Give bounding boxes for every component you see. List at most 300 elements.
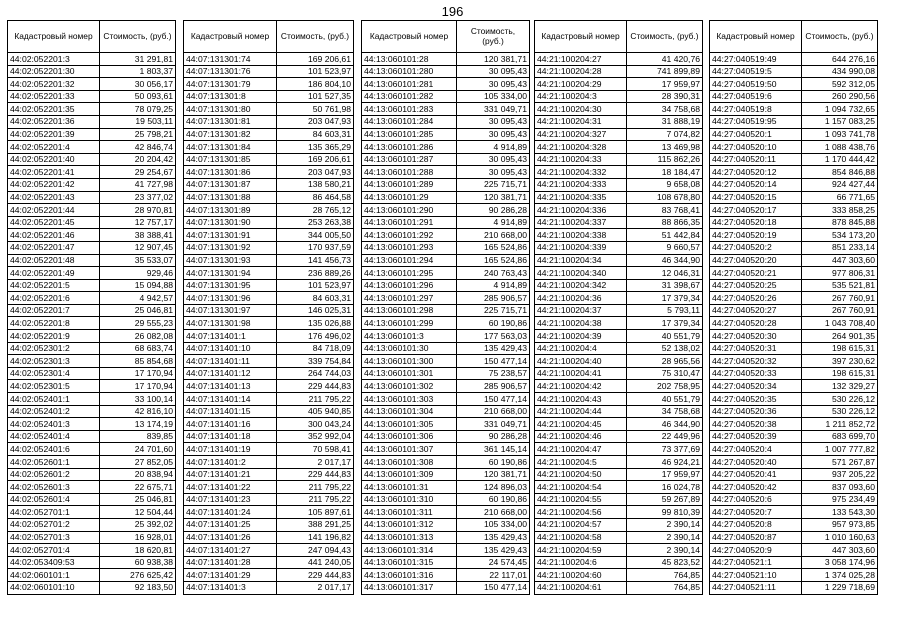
cadastral-number-cell: 44:21:100204:336 [535, 204, 627, 217]
table-row [710, 90, 878, 103]
cost-cell: 150 477,14 [457, 355, 530, 368]
cadastral-number-cell: 44:21:100204:335 [535, 191, 627, 204]
cadastral-number-cell: 44:21:100204:55 [535, 493, 627, 506]
cadastral-number-cell: 44:07:131401:3 [184, 581, 277, 594]
table-row [710, 330, 878, 343]
cadastral-number-cell: 44:07:131401:28 [184, 556, 277, 569]
table-row [8, 141, 176, 154]
cost-cell: 28 390,31 [627, 90, 703, 103]
cost-cell: 764,85 [627, 569, 703, 582]
table-row [535, 468, 703, 481]
cadastral-number-cell: 44:02:052701:3 [8, 531, 100, 544]
table-row [8, 90, 176, 103]
cost-cell: 26 082,08 [100, 330, 176, 343]
header-cost: Стоимость, (руб.) [802, 21, 878, 53]
cadastral-number-cell: 44:13:060101:30 [362, 342, 457, 355]
table-row [8, 430, 176, 443]
cost-cell: 105 334,00 [457, 518, 530, 531]
table-row [535, 342, 703, 355]
cadastral-number-cell: 44:07:131301:93 [184, 254, 277, 267]
cost-cell: 30 095,43 [457, 78, 530, 91]
table-row [362, 166, 530, 179]
cost-cell: 60 938,38 [100, 556, 176, 569]
table-row [184, 178, 354, 191]
cost-cell: 331 049,71 [457, 418, 530, 431]
cost-cell: 957 973,85 [802, 518, 878, 531]
cost-cell: 33 100,14 [100, 393, 176, 406]
table-row [184, 393, 354, 406]
cadastral-number-cell: 44:13:060101:307 [362, 443, 457, 456]
table-row [184, 191, 354, 204]
cost-cell: 25 392,02 [100, 518, 176, 531]
cost-cell: 24 574,45 [457, 556, 530, 569]
cadastral-number-cell: 44:13:060101:309 [362, 468, 457, 481]
cost-cell: 105 897,61 [277, 506, 354, 519]
cost-cell: 169 206,61 [277, 153, 354, 166]
table-row [710, 581, 878, 594]
cost-cell: 50 761,98 [277, 103, 354, 116]
cadastral-number-cell: 44:27:040520:9 [710, 544, 802, 557]
cost-cell: 2 017,17 [277, 581, 354, 594]
cost-cell: 203 047,93 [277, 166, 354, 179]
table-row [710, 518, 878, 531]
cadastral-number-cell: 44:07:131301:88 [184, 191, 277, 204]
cadastral-number-cell: 44:07:131301:86 [184, 166, 277, 179]
cadastral-number-cell: 44:07:131401:26 [184, 531, 277, 544]
cadastral-number-cell: 44:21:100204:3 [535, 90, 627, 103]
cadastral-number-cell: 44:02:052201:36 [8, 115, 100, 128]
table-row [8, 393, 176, 406]
cadastral-number-cell: 44:27:040519:8 [710, 103, 802, 116]
cadastral-number-cell: 44:07:131401:13 [184, 380, 277, 393]
table-row [535, 531, 703, 544]
header-cadastral-number: Кадастровый номер [362, 21, 457, 53]
cost-cell: 50 093,61 [100, 90, 176, 103]
cost-cell: 60 190,86 [457, 317, 530, 330]
cost-cell: 9 660,57 [627, 241, 703, 254]
cost-cell: 41 727,98 [100, 178, 176, 191]
table-row [710, 216, 878, 229]
cost-cell: 29 555,23 [100, 317, 176, 330]
cost-cell: 1 010 160,63 [802, 531, 878, 544]
cost-cell: 240 763,43 [457, 267, 530, 280]
table-row [535, 178, 703, 191]
cadastral-number-cell: 44:02:052301:3 [8, 355, 100, 368]
cadastral-number-cell: 44:02:052401:1 [8, 393, 100, 406]
cadastral-number-cell: 44:27:040520:15 [710, 191, 802, 204]
cost-cell: 124 896,03 [457, 481, 530, 494]
table-row [535, 204, 703, 217]
cadastral-number-cell: 44:07:131301:76 [184, 65, 277, 78]
cadastral-table-2 [183, 20, 354, 595]
cost-cell: 59 267,89 [627, 493, 703, 506]
table-row [362, 53, 530, 66]
table-row [710, 443, 878, 456]
cadastral-number-cell: 44:27:040521:10 [710, 569, 802, 582]
cost-cell: 176 496,02 [277, 330, 354, 343]
cost-cell: 46 924,21 [627, 456, 703, 469]
cadastral-number-cell: 44:27:040519:95 [710, 115, 802, 128]
cost-cell: 18 620,81 [100, 544, 176, 557]
cadastral-number-cell: 44:21:100204:27 [535, 53, 627, 66]
table-row [362, 317, 530, 330]
cadastral-number-cell: 44:21:100204:33 [535, 153, 627, 166]
table-row [710, 367, 878, 380]
cost-cell: 60 190,86 [457, 456, 530, 469]
cadastral-number-cell: 44:02:052201:47 [8, 241, 100, 254]
cost-cell: 132 329,27 [802, 380, 878, 393]
cadastral-number-cell: 44:27:040520:38 [710, 418, 802, 431]
table-row [362, 531, 530, 544]
cadastral-number-cell: 44:13:060101:29 [362, 191, 457, 204]
table-row [184, 468, 354, 481]
cadastral-number-cell: 44:21:100204:38 [535, 317, 627, 330]
header-cost: Стоимость, (руб.) [627, 21, 703, 53]
cadastral-number-cell: 44:13:060101:315 [362, 556, 457, 569]
cadastral-number-cell: 44:02:052201:3 [8, 53, 100, 66]
cadastral-number-cell: 44:02:052201:45 [8, 216, 100, 229]
header-cadastral-number: Кадастровый номер [710, 21, 802, 53]
cost-cell: 434 990,08 [802, 65, 878, 78]
cost-cell: 1 157 083,25 [802, 115, 878, 128]
cost-cell: 16 024,78 [627, 481, 703, 494]
table-row [535, 279, 703, 292]
cost-cell: 441 240,05 [277, 556, 354, 569]
cadastral-number-cell: 44:13:060101:312 [362, 518, 457, 531]
table-row [710, 544, 878, 557]
cadastral-table-4 [534, 20, 703, 595]
table-row [8, 204, 176, 217]
table-row [184, 456, 354, 469]
cadastral-number-cell: 44:13:060101:281 [362, 78, 457, 91]
cost-cell: 253 263,38 [277, 216, 354, 229]
cadastral-number-cell: 44:21:100204:34 [535, 254, 627, 267]
cost-cell: 18 184,47 [627, 166, 703, 179]
cost-cell: 13 174,19 [100, 418, 176, 431]
table-row [8, 581, 176, 594]
cost-cell: 447 303,60 [802, 254, 878, 267]
cadastral-number-cell: 44:27:040520:10 [710, 141, 802, 154]
cadastral-number-cell: 44:13:060101:306 [362, 430, 457, 443]
table-row [362, 342, 530, 355]
table-row [710, 279, 878, 292]
cadastral-number-cell: 44:27:040520:11 [710, 153, 802, 166]
table-row [535, 153, 703, 166]
cost-cell: 878 845,88 [802, 216, 878, 229]
cost-cell: 210 668,00 [457, 405, 530, 418]
cadastral-number-cell: 44:13:060101:287 [362, 153, 457, 166]
cost-cell: 17 959,97 [627, 78, 703, 91]
cadastral-number-cell: 44:02:060101:10 [8, 581, 100, 594]
cost-cell: 2 017,17 [277, 456, 354, 469]
table-row [362, 330, 530, 343]
cadastral-number-cell: 44:21:100204:40 [535, 355, 627, 368]
cost-cell: 101 523,97 [277, 279, 354, 292]
cost-cell: 86 464,58 [277, 191, 354, 204]
table-row [535, 506, 703, 519]
header-cadastral-number: Кадастровый номер [8, 21, 100, 53]
cost-cell: 88 866,35 [627, 216, 703, 229]
cadastral-number-cell: 44:27:040520:6 [710, 493, 802, 506]
table-row [710, 115, 878, 128]
cadastral-number-cell: 44:13:060101:3 [362, 330, 457, 343]
cost-cell: 229 444,83 [277, 569, 354, 582]
cost-cell: 210 668,00 [457, 229, 530, 242]
cost-cell: 264 744,03 [277, 367, 354, 380]
cost-cell: 4 942,57 [100, 292, 176, 305]
cadastral-number-cell: 44:02:052701:1 [8, 506, 100, 519]
cadastral-number-cell: 44:07:131301:97 [184, 304, 277, 317]
cost-cell: 23 377,02 [100, 191, 176, 204]
cost-cell: 12 046,31 [627, 267, 703, 280]
cadastral-number-cell: 44:02:052201:42 [8, 178, 100, 191]
table-row [8, 506, 176, 519]
cadastral-number-cell: 44:27:040520:25 [710, 279, 802, 292]
table-row [710, 53, 878, 66]
cost-cell: 41 420,76 [627, 53, 703, 66]
cadastral-number-cell: 44:27:040520:41 [710, 468, 802, 481]
table-row [362, 393, 530, 406]
cadastral-number-cell: 44:07:131401:2 [184, 456, 277, 469]
table-row [535, 53, 703, 66]
table-row [535, 317, 703, 330]
cost-cell: 85 854,68 [100, 355, 176, 368]
cost-cell: 644 276,16 [802, 53, 878, 66]
cadastral-number-cell: 44:13:060101:301 [362, 367, 457, 380]
cadastral-number-cell: 44:02:052201:44 [8, 204, 100, 217]
table-row [8, 78, 176, 91]
cadastral-number-cell: 44:27:040520:27 [710, 304, 802, 317]
table-row [362, 443, 530, 456]
cost-cell: 924 427,44 [802, 178, 878, 191]
cost-cell: 40 551,79 [627, 330, 703, 343]
cadastral-number-cell: 44:02:052201:48 [8, 254, 100, 267]
table-row [710, 418, 878, 431]
table-row [8, 292, 176, 305]
cadastral-table-5 [709, 20, 878, 595]
cadastral-number-cell: 44:07:131301:90 [184, 216, 277, 229]
cost-cell: 120 381,71 [457, 191, 530, 204]
table-row [710, 254, 878, 267]
table-row [535, 380, 703, 393]
cost-cell: 38 388,41 [100, 229, 176, 242]
cadastral-number-cell: 44:07:131401:11 [184, 355, 277, 368]
table-row [362, 115, 530, 128]
table-row [535, 405, 703, 418]
cost-cell: 15 094,88 [100, 279, 176, 292]
table-row [184, 166, 354, 179]
cost-cell: 839,85 [100, 430, 176, 443]
cadastral-number-cell: 44:07:131301:85 [184, 153, 277, 166]
table-row [362, 468, 530, 481]
cadastral-number-cell: 44:07:131301:81 [184, 115, 277, 128]
cadastral-number-cell: 44:13:060101:305 [362, 418, 457, 431]
cadastral-number-cell: 44:21:100204:46 [535, 430, 627, 443]
table-row [535, 430, 703, 443]
table-row [710, 304, 878, 317]
table-row [710, 229, 878, 242]
table-row [710, 481, 878, 494]
table-row [710, 103, 878, 116]
cadastral-number-cell: 44:21:100204:337 [535, 216, 627, 229]
table-row [8, 254, 176, 267]
table-row [535, 518, 703, 531]
table-row [184, 556, 354, 569]
cadastral-number-cell: 44:21:100204:50 [535, 468, 627, 481]
table-row [362, 367, 530, 380]
cadastral-number-cell: 44:27:040520:42 [710, 481, 802, 494]
cadastral-number-cell: 44:21:100204:4 [535, 342, 627, 355]
table-row [710, 405, 878, 418]
cadastral-number-cell: 44:02:052201:8 [8, 317, 100, 330]
cadastral-number-cell: 44:27:040520:39 [710, 430, 802, 443]
cost-cell: 17 170,94 [100, 380, 176, 393]
table-row [535, 267, 703, 280]
table-row [710, 128, 878, 141]
cost-cell: 169 206,61 [277, 53, 354, 66]
cost-cell: 70 598,41 [277, 443, 354, 456]
table-row [362, 456, 530, 469]
table-row [8, 317, 176, 330]
cadastral-number-cell: 44:02:052201:35 [8, 103, 100, 116]
cost-cell: 344 005,50 [277, 229, 354, 242]
cost-cell: 937 205,22 [802, 468, 878, 481]
cost-cell: 1 094 732,65 [802, 103, 878, 116]
cost-cell: 30 095,43 [457, 128, 530, 141]
cadastral-number-cell: 44:07:131301:94 [184, 267, 277, 280]
table-row [362, 103, 530, 116]
cadastral-number-cell: 44:21:100204:36 [535, 292, 627, 305]
cost-cell: 90 286,28 [457, 430, 530, 443]
cadastral-number-cell: 44:27:040520:7 [710, 506, 802, 519]
table-row [535, 254, 703, 267]
cost-cell: 247 094,43 [277, 544, 354, 557]
cost-cell: 75 238,57 [457, 367, 530, 380]
cadastral-number-cell: 44:13:060101:285 [362, 128, 457, 141]
table-row [535, 115, 703, 128]
cost-cell: 135 429,43 [457, 544, 530, 557]
cost-cell: 78 079,25 [100, 103, 176, 116]
cadastral-number-cell: 44:21:100204:60 [535, 569, 627, 582]
table-row [184, 506, 354, 519]
table-row [710, 569, 878, 582]
cadastral-number-cell: 44:13:060101:293 [362, 241, 457, 254]
cadastral-number-cell: 44:13:060101:316 [362, 569, 457, 582]
table-row [535, 90, 703, 103]
cost-cell: 28 765,12 [277, 204, 354, 217]
header-cost: Стоимость, (руб.) [100, 21, 176, 53]
table-row [8, 65, 176, 78]
cadastral-number-cell: 44:02:052201:4 [8, 141, 100, 154]
table-row [535, 581, 703, 594]
table-row [184, 304, 354, 317]
cadastral-number-cell: 44:13:060101:290 [362, 204, 457, 217]
cost-cell: 42 816,10 [100, 405, 176, 418]
cadastral-number-cell: 44:07:131301:87 [184, 178, 277, 191]
cadastral-number-cell: 44:02:052301:2 [8, 342, 100, 355]
cost-cell: 229 444,83 [277, 380, 354, 393]
cost-cell: 4 914,89 [457, 279, 530, 292]
cost-cell: 105 334,00 [457, 90, 530, 103]
cost-cell: 84 603,31 [277, 128, 354, 141]
cadastral-number-cell: 44:27:040519:6 [710, 90, 802, 103]
cost-cell: 30 095,43 [457, 166, 530, 179]
cost-cell: 24 701,60 [100, 443, 176, 456]
cadastral-number-cell: 44:02:052201:49 [8, 267, 100, 280]
cadastral-number-cell: 44:07:131301:92 [184, 241, 277, 254]
cadastral-number-cell: 44:13:060101:304 [362, 405, 457, 418]
cadastral-number-cell: 44:02:052201:9 [8, 330, 100, 343]
table-row [8, 531, 176, 544]
cadastral-number-cell: 44:07:131301:8 [184, 90, 277, 103]
cost-cell: 225 715,71 [457, 178, 530, 191]
cost-cell: 150 477,14 [457, 393, 530, 406]
cost-cell: 52 138,02 [627, 342, 703, 355]
table-row [184, 141, 354, 154]
cost-cell: 225 715,71 [457, 304, 530, 317]
cadastral-number-cell: 44:13:060101:297 [362, 292, 457, 305]
header-cadastral-number: Кадастровый номер [184, 21, 277, 53]
cost-cell: 202 758,95 [627, 380, 703, 393]
cadastral-number-cell: 44:27:040520:19 [710, 229, 802, 242]
cadastral-number-cell: 44:21:100204:338 [535, 229, 627, 242]
cost-cell: 683 699,70 [802, 430, 878, 443]
cost-cell: 35 533,07 [100, 254, 176, 267]
cadastral-number-cell: 44:02:052601:4 [8, 493, 100, 506]
header-cost: Стоимость, (руб.) [457, 21, 530, 53]
table-row [710, 456, 878, 469]
table-row [184, 65, 354, 78]
table-row [710, 380, 878, 393]
table-row [535, 141, 703, 154]
cost-cell: 4 914,89 [457, 141, 530, 154]
cost-cell: 177 563,03 [457, 330, 530, 343]
cadastral-number-cell: 44:07:131401:12 [184, 367, 277, 380]
table-row [535, 393, 703, 406]
table-row [362, 254, 530, 267]
cadastral-number-cell: 44:13:060101:284 [362, 115, 457, 128]
table-row [362, 481, 530, 494]
cost-cell: 46 344,90 [627, 254, 703, 267]
cadastral-number-cell: 44:02:052601:3 [8, 481, 100, 494]
table-row [184, 418, 354, 431]
table-row [8, 267, 176, 280]
cost-cell: 30 095,43 [457, 153, 530, 166]
table-row [184, 355, 354, 368]
cadastral-number-cell: 44:13:060101:283 [362, 103, 457, 116]
cadastral-number-cell: 44:13:060101:298 [362, 304, 457, 317]
cost-cell: 84 718,09 [277, 342, 354, 355]
cadastral-number-cell: 44:07:131401:14 [184, 393, 277, 406]
cost-cell: 17 379,34 [627, 292, 703, 305]
cost-cell: 851 233,14 [802, 241, 878, 254]
table-row [184, 279, 354, 292]
table-row [8, 544, 176, 557]
cost-cell: 2 390,14 [627, 518, 703, 531]
cost-cell: 12 757,17 [100, 216, 176, 229]
cadastral-number-cell: 44:27:040520:31 [710, 342, 802, 355]
table-row [362, 556, 530, 569]
cost-cell: 30 095,43 [457, 65, 530, 78]
cadastral-number-cell: 44:07:131401:1 [184, 330, 277, 343]
cost-cell: 34 758,68 [627, 405, 703, 418]
cost-cell: 138 580,21 [277, 178, 354, 191]
cost-cell: 975 234,49 [802, 493, 878, 506]
table-row [184, 481, 354, 494]
table-row [362, 65, 530, 78]
table-row [710, 430, 878, 443]
table-row [535, 569, 703, 582]
